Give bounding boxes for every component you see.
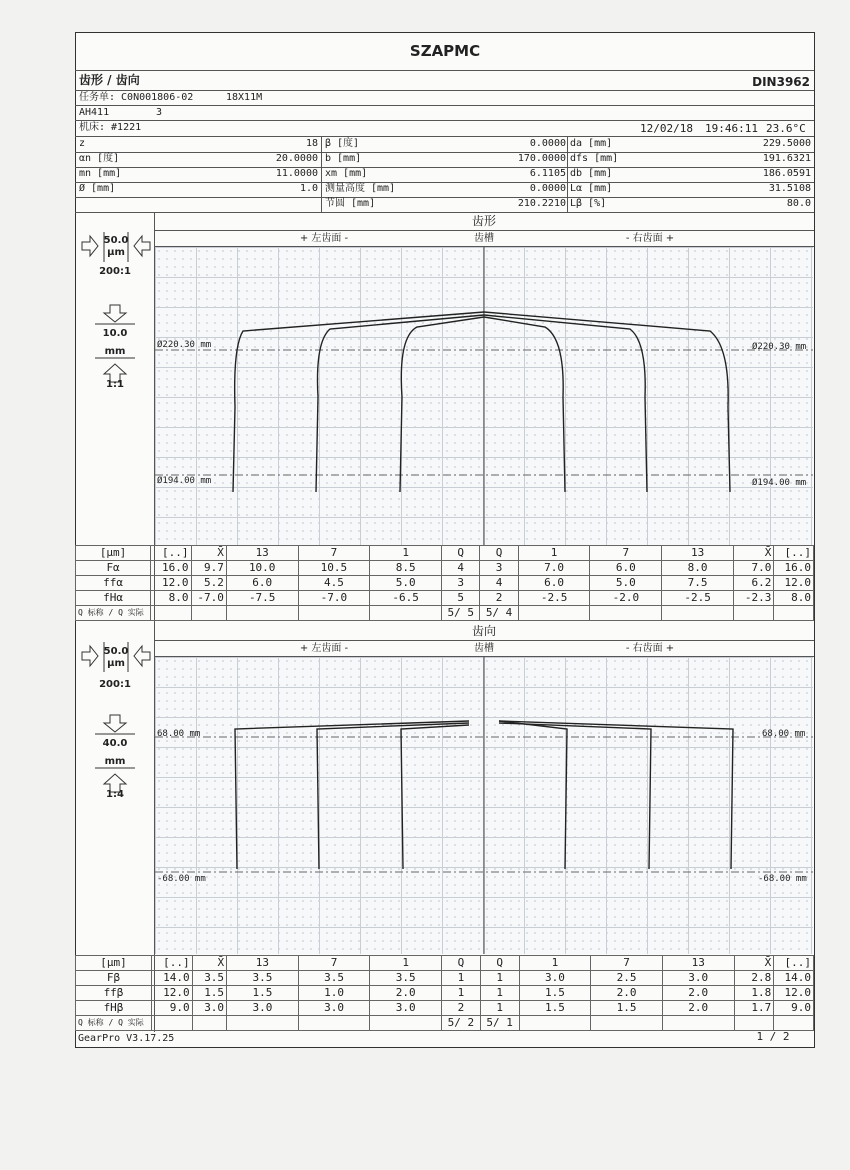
- table-cell: 13: [662, 546, 734, 561]
- table-cell: Q: [480, 956, 519, 971]
- table-cell: Q: [442, 546, 480, 561]
- table-cell: 1.7: [734, 1001, 774, 1016]
- table-cell: 3: [442, 576, 480, 591]
- lead-scale-unit: µm: [107, 658, 125, 669]
- table-cell: [734, 1016, 774, 1031]
- time: 19:46:11: [705, 122, 758, 135]
- table-cell: 5/ 4: [480, 606, 518, 621]
- table-cell: [733, 606, 773, 621]
- table-cell: [151, 606, 191, 621]
- table-cell: X̄: [192, 956, 226, 971]
- table-cell: 10.0: [226, 561, 298, 576]
- table-cell: 9.0: [152, 1001, 193, 1016]
- param-l2: 测量高度 [mm]: [325, 183, 396, 194]
- table-cell: [226, 606, 298, 621]
- table-cell: 1: [370, 956, 442, 971]
- param-l3: da [mm]: [570, 138, 613, 149]
- profile-left-flank-label: + 左齿面 -: [299, 233, 349, 244]
- table-cell: 3.5: [370, 971, 442, 986]
- table-cell: 7: [591, 956, 663, 971]
- table-cell: 2.0: [370, 986, 442, 1001]
- software-version: GearPro V3.17.25: [78, 1033, 175, 1044]
- table-row: [76, 971, 814, 986]
- lead-upper-ref-right: 68.00 mm: [762, 729, 806, 739]
- table-cell: 3.5: [298, 971, 370, 986]
- table-cell: -7.0: [191, 591, 226, 606]
- report-title: SZAPMC: [409, 42, 481, 60]
- table-row: [76, 561, 814, 576]
- table-cell: 5.0: [590, 576, 662, 591]
- table-cell: 13: [662, 956, 734, 971]
- table-cell: 7: [298, 956, 370, 971]
- table-cell: 5/ 5: [442, 606, 480, 621]
- table-cell: X̄: [733, 546, 773, 561]
- param-v2: 0.0000: [529, 138, 566, 149]
- param-l3: db [mm]: [570, 168, 613, 179]
- table-row: [76, 956, 814, 971]
- table-cell: [152, 1016, 193, 1031]
- table-cell: 1.5: [227, 986, 299, 1001]
- profile-scale-value: 50.0: [103, 235, 129, 246]
- table-cell: ffβ: [76, 986, 152, 1001]
- table-cell: 5: [442, 591, 480, 606]
- table-cell: 7.5: [662, 576, 734, 591]
- table-cell: 3.0: [370, 1001, 442, 1016]
- table-cell: 12.0: [774, 576, 814, 591]
- table-cell: 1: [519, 956, 591, 971]
- param-v1: 18: [305, 138, 318, 149]
- table-cell: 2.0: [662, 1001, 734, 1016]
- lead-length-value: 40.0: [102, 738, 128, 749]
- table-cell: 16.0: [774, 561, 814, 576]
- table-cell: 1.5: [591, 1001, 663, 1016]
- param-v2: 210.2210: [517, 198, 566, 209]
- lead-length-unit: mm: [104, 756, 126, 767]
- table-cell: 1: [518, 546, 590, 561]
- profile-length-unit: mm: [104, 346, 126, 357]
- table-cell: [µm]: [76, 546, 151, 561]
- table-cell: [519, 1016, 591, 1031]
- table-cell: 13: [226, 546, 298, 561]
- table-cell: [370, 1016, 442, 1031]
- table-row: [76, 1001, 814, 1016]
- profile-right-flank-label: - 右齿面 +: [625, 233, 675, 244]
- table-cell: 6.0: [518, 576, 590, 591]
- table-cell: 4: [442, 561, 480, 576]
- table-cell: [591, 1016, 663, 1031]
- table-cell: 2.8: [734, 971, 774, 986]
- table-cell: 1.8: [734, 986, 774, 1001]
- date: 12/02/18: [640, 122, 693, 135]
- lead-length-ratio: 1:4: [106, 789, 124, 800]
- table-row: [76, 591, 814, 606]
- task-extra: 18X11M: [226, 92, 263, 103]
- table-cell: [774, 1016, 814, 1031]
- table-row: [76, 1016, 814, 1031]
- param-v2: 170.0000: [517, 153, 566, 164]
- table-cell: 3.0: [519, 971, 591, 986]
- param-l2: β [度]: [325, 138, 360, 149]
- param-v1: 20.0000: [275, 153, 318, 164]
- param-v3: 191.6321: [762, 153, 811, 164]
- table-cell: Fβ: [76, 971, 152, 986]
- table-cell: [191, 606, 226, 621]
- table-cell: -7.5: [226, 591, 298, 606]
- part-extra: 3: [156, 107, 163, 118]
- lead-lower-ref-right: -68.00 mm: [758, 874, 807, 884]
- profile-upper-ref: Ø220.30 mm: [157, 340, 212, 350]
- lead-gap-label: 齿槽: [474, 643, 494, 654]
- param-l3: Lβ [%]: [570, 198, 607, 209]
- table-cell: X̄: [191, 546, 226, 561]
- machine: 机床: #1221: [79, 122, 142, 133]
- table-cell: 5.0: [370, 576, 442, 591]
- table-cell: 1.0: [298, 986, 370, 1001]
- table-cell: 3.0: [227, 1001, 299, 1016]
- table-cell: 8.0: [774, 591, 814, 606]
- table-cell: 1: [480, 986, 519, 1001]
- profile-length-ratio: 1:1: [106, 379, 124, 390]
- table-cell: Q: [480, 546, 518, 561]
- table-cell: 9.7: [191, 561, 226, 576]
- table-cell: 8.0: [151, 591, 191, 606]
- table-row: [76, 576, 814, 591]
- table-cell: fHα: [76, 591, 151, 606]
- profile-length-scale: [95, 302, 135, 386]
- profile-title: 齿形: [471, 214, 496, 228]
- table-cell: fHβ: [76, 1001, 152, 1016]
- profile-lower-ref-right: Ø194.00 mm: [752, 478, 807, 488]
- table-cell: [298, 1016, 370, 1031]
- table-row: [76, 606, 814, 621]
- report-subtitle: 齿形 / 齿向: [79, 73, 140, 87]
- table-cell: 12.0: [151, 576, 191, 591]
- table-row: [76, 546, 814, 561]
- table-cell: 3.5: [227, 971, 299, 986]
- table-cell: Q 标称 / Q 实际: [76, 606, 151, 621]
- param-v1: 11.0000: [275, 168, 318, 179]
- table-cell: [662, 1016, 734, 1031]
- table-cell: Fα: [76, 561, 151, 576]
- table-cell: 1: [480, 1001, 519, 1016]
- part-number: AH411: [79, 107, 110, 118]
- table-cell: 1.5: [519, 1001, 591, 1016]
- table-cell: 2.0: [591, 986, 663, 1001]
- lead-right-flank-label: - 右齿面 +: [625, 643, 675, 654]
- profile-gap-label: 齿槽: [474, 233, 494, 244]
- table-cell: [..]: [152, 956, 193, 971]
- table-cell: 10.5: [298, 561, 370, 576]
- param-v1: 1.0: [299, 183, 318, 194]
- lead-chart-traces: [155, 657, 813, 954]
- table-cell: 12.0: [774, 986, 814, 1001]
- param-l1: αn [度]: [79, 153, 120, 164]
- table-cell: [774, 606, 814, 621]
- table-cell: 3.0: [298, 1001, 370, 1016]
- page-number: 1 / 2: [756, 1030, 790, 1043]
- table-cell: ffα: [76, 576, 151, 591]
- table-cell: 5/ 2: [442, 1016, 481, 1031]
- table-cell: 7.0: [518, 561, 590, 576]
- table-cell: -6.5: [370, 591, 442, 606]
- lead-upper-ref: 68.00 mm: [157, 729, 201, 739]
- table-cell: 1.5: [192, 986, 226, 1001]
- table-cell: [370, 606, 442, 621]
- table-cell: 5.2: [191, 576, 226, 591]
- table-cell: 7: [298, 546, 370, 561]
- table-cell: 1: [480, 971, 519, 986]
- table-cell: 6.0: [590, 561, 662, 576]
- table-cell: 9.0: [774, 1001, 814, 1016]
- param-v2: 6.1105: [529, 168, 566, 179]
- table-cell: [µm]: [76, 956, 152, 971]
- table-cell: 12.0: [152, 986, 193, 1001]
- table-cell: 5/ 1: [480, 1016, 519, 1031]
- table-cell: [590, 606, 662, 621]
- param-l3: dfs [mm]: [570, 153, 619, 164]
- table-cell: 14.0: [152, 971, 193, 986]
- param-l1: Ø [mm]: [79, 183, 116, 194]
- table-cell: [..]: [774, 546, 814, 561]
- table-cell: -2.5: [662, 591, 734, 606]
- table-cell: [298, 606, 370, 621]
- param-v3: 31.5108: [768, 183, 811, 194]
- param-l2: xm [mm]: [325, 168, 368, 179]
- lead-lower-ref: -68.00 mm: [157, 874, 206, 884]
- lead-ratio: 200:1: [99, 679, 131, 690]
- table-cell: 2: [442, 1001, 481, 1016]
- table-cell: 1.5: [519, 986, 591, 1001]
- param-l3: Lα [mm]: [570, 183, 613, 194]
- table-cell: 2: [480, 591, 518, 606]
- profile-ratio: 200:1: [99, 266, 131, 277]
- table-cell: -2.3: [733, 591, 773, 606]
- table-cell: [..]: [774, 956, 814, 971]
- profile-length-value: 10.0: [102, 328, 128, 339]
- table-cell: 3.5: [192, 971, 226, 986]
- table-cell: 1: [442, 986, 481, 1001]
- table-cell: 7: [590, 546, 662, 561]
- lead-scale-value: 50.0: [103, 646, 129, 657]
- table-cell: -2.5: [518, 591, 590, 606]
- table-cell: 8.0: [662, 561, 734, 576]
- table-cell: 2.5: [591, 971, 663, 986]
- table-cell: 1: [370, 546, 442, 561]
- table-cell: Q: [442, 956, 481, 971]
- table-cell: [227, 1016, 299, 1031]
- table-cell: 4.5: [298, 576, 370, 591]
- table-cell: 4: [480, 576, 518, 591]
- task-number: 任务单: C0N001806-02: [79, 92, 194, 103]
- param-v3: 229.5000: [762, 138, 811, 149]
- param-l2: b [mm]: [325, 153, 362, 164]
- param-l1: z: [79, 138, 86, 149]
- param-l1: mn [mm]: [79, 168, 122, 179]
- temperature: 23.6°C: [766, 122, 806, 135]
- table-cell: 13: [227, 956, 299, 971]
- lead-title: 齿向: [471, 624, 496, 638]
- table-cell: 1: [442, 971, 481, 986]
- table-cell: 6.0: [226, 576, 298, 591]
- profile-lower-ref: Ø194.00 mm: [157, 476, 212, 486]
- table-cell: 7.0: [733, 561, 773, 576]
- lead-length-scale: [95, 712, 135, 796]
- lead-left-flank-label: + 左齿面 -: [299, 643, 349, 654]
- table-cell: Q 标称 / Q 实际: [76, 1016, 152, 1031]
- table-cell: 16.0: [151, 561, 191, 576]
- profile-chart-traces: [155, 247, 813, 545]
- table-cell: 8.5: [370, 561, 442, 576]
- param-v3: 80.0: [786, 198, 811, 209]
- table-cell: [518, 606, 590, 621]
- param-l2: 节圆 [mm]: [325, 198, 376, 209]
- param-v3: 186.0591: [762, 168, 811, 179]
- table-cell: 3.0: [662, 971, 734, 986]
- param-v2: 0.0000: [529, 183, 566, 194]
- standard-label: DIN3962: [752, 75, 810, 89]
- table-cell: 6.2: [733, 576, 773, 591]
- table-cell: -7.0: [298, 591, 370, 606]
- table-cell: X̄: [734, 956, 774, 971]
- table-cell: 3.0: [192, 1001, 226, 1016]
- table-cell: [662, 606, 734, 621]
- table-cell: 3: [480, 561, 518, 576]
- table-cell: [..]: [151, 546, 191, 561]
- table-cell: 14.0: [774, 971, 814, 986]
- table-row: [76, 986, 814, 1001]
- profile-scale-unit: µm: [107, 247, 125, 258]
- profile-upper-ref-right: Ø220.30 mm: [752, 342, 807, 352]
- table-cell: 2.0: [662, 986, 734, 1001]
- table-cell: [192, 1016, 226, 1031]
- table-cell: -2.0: [590, 591, 662, 606]
